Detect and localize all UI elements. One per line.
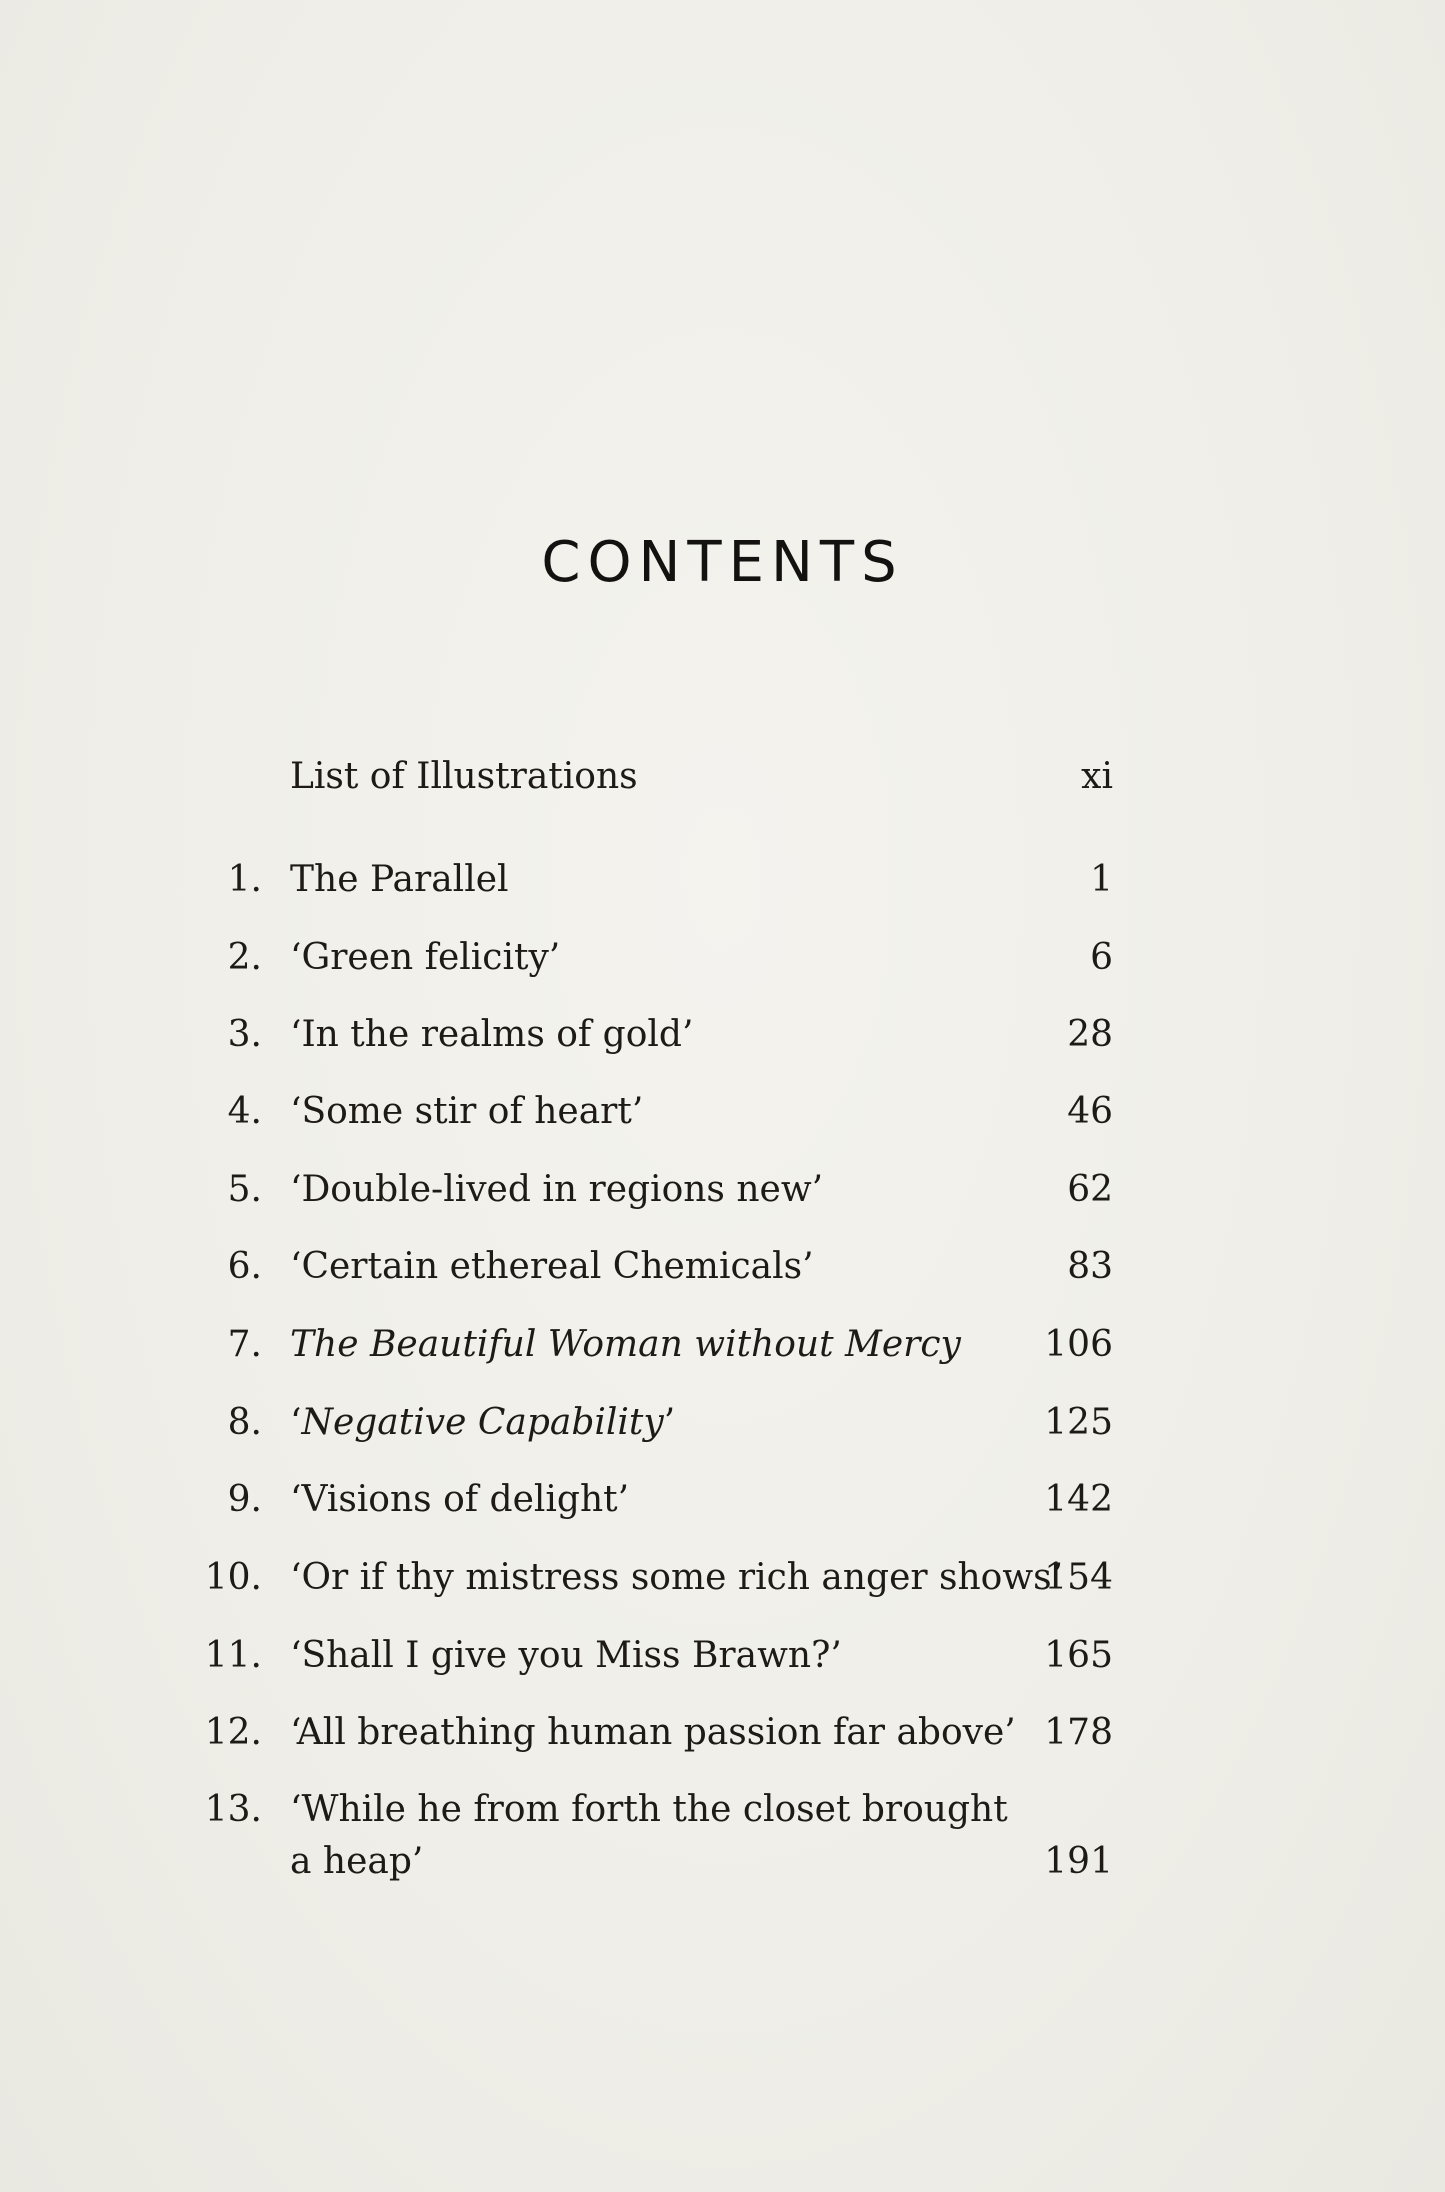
toc-entry-11 (0, 1631, 1445, 1691)
toc-entry-4 (0, 1087, 1445, 1147)
toc-entry-page: 142 (1044, 1479, 1113, 1520)
toc-entry-13 (0, 1785, 1445, 1900)
toc-entry-page: 1 (1090, 859, 1113, 900)
toc-entry-page: 165 (1044, 1635, 1113, 1676)
toc-entry-title: ‘Or if thy mistress some rich anger shows’ (290, 1557, 1064, 1598)
page-title: CONTENTS (541, 530, 904, 595)
toc-entry-page: 83 (1067, 1246, 1113, 1287)
toc-entry-title: List of Illustrations (290, 756, 638, 797)
toc-entry-title (290, 1398, 675, 1448)
toc-entry-page: 125 (1044, 1402, 1113, 1443)
toc-entry-number: 3. (227, 1014, 262, 1055)
toc-entry-10 (0, 1553, 1445, 1613)
toc-entry-page: 106 (1044, 1324, 1113, 1365)
toc-entry-page: 62 (1067, 1169, 1113, 1210)
toc-entry-title: ‘Green felicity’ (290, 937, 561, 978)
toc-entry-page: 191 (1044, 1841, 1113, 1882)
toc-entry-number: 5. (227, 1169, 262, 1210)
toc-entry-number: 4. (227, 1091, 262, 1132)
toc-entry-page: 28 (1067, 1014, 1113, 1055)
toc-entry-page: 154 (1044, 1557, 1113, 1598)
toc-entry-number: 8. (227, 1402, 262, 1443)
toc-entry-9 (0, 1475, 1445, 1535)
toc-entry-number: 9. (227, 1479, 262, 1520)
toc-entry-title: ‘Certain ethereal Chemicals’ (290, 1246, 814, 1287)
toc-entry-title: ‘Some stir of heart’ (290, 1091, 644, 1132)
toc-entry-number: 1. (227, 859, 262, 900)
toc-entry-number: 6. (227, 1246, 262, 1287)
toc-entry-number: 11. (204, 1635, 262, 1676)
italic-title-text: Negative Capability (301, 1402, 664, 1443)
toc-entry-page: 46 (1067, 1091, 1113, 1132)
toc-entry-page: 6 (1090, 937, 1113, 978)
toc-entry-title: ‘All breathing human passion far above’ (290, 1712, 1016, 1753)
toc-entry-title-continued: a heap’ (290, 1841, 424, 1882)
open-quote: ‘ (290, 1402, 302, 1443)
toc-entry-7 (0, 1320, 1445, 1380)
toc-entry-list-of-illustrations (0, 752, 1445, 812)
toc-entry-page: 178 (1044, 1712, 1113, 1753)
toc-entry-title: ‘In the realms of gold’ (290, 1014, 694, 1055)
toc-entry-number: 12. (204, 1712, 262, 1753)
toc-entry-2 (0, 933, 1445, 993)
toc-entry-title: ‘While he from forth the closet brought (290, 1789, 1008, 1830)
toc-entry-title: The Parallel (290, 859, 509, 900)
toc-entry-number: 2. (227, 937, 262, 978)
toc-entry-number: 7. (227, 1324, 262, 1365)
toc-entry-12 (0, 1708, 1445, 1768)
toc-entry-title: ‘Double-lived in regions new’ (290, 1169, 824, 1210)
toc-entry-number: 10. (204, 1557, 262, 1598)
toc-entry-6 (0, 1242, 1445, 1302)
toc-entry-5 (0, 1165, 1445, 1225)
toc-entry-title: ‘Shall I give you Miss Brawn?’ (290, 1635, 842, 1676)
toc-entry-8 (0, 1398, 1445, 1458)
toc-entry-3 (0, 1010, 1445, 1070)
close-quote: ’ (663, 1402, 676, 1443)
toc-entry-number: 13. (204, 1789, 262, 1830)
toc-entry-title: ‘Visions of delight’ (290, 1479, 630, 1520)
toc-entry-page: xi (1081, 756, 1113, 797)
toc-entry-1 (0, 855, 1445, 915)
toc-entry-title: The Beautiful Woman without Mercy (290, 1324, 961, 1365)
